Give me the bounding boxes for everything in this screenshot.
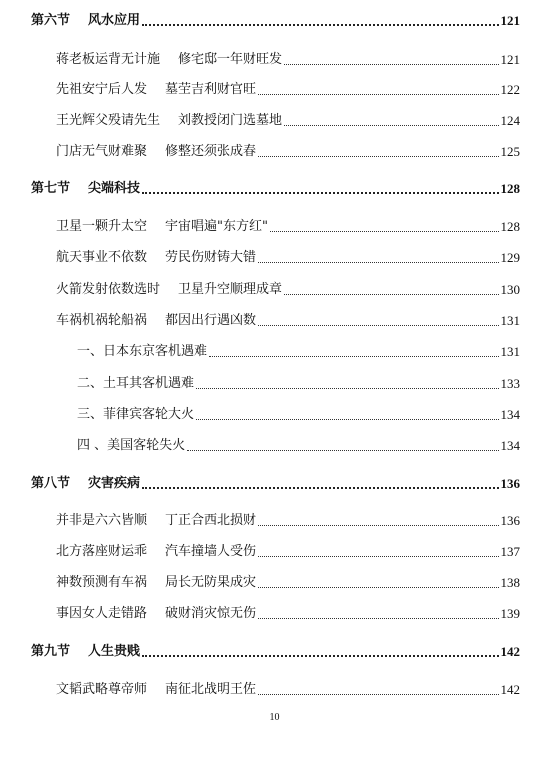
dot-leader <box>258 262 498 263</box>
page-ref: 121 <box>500 13 520 28</box>
toc-entry[interactable] <box>56 218 520 236</box>
dot-leader <box>258 156 498 157</box>
page-ref: 134 <box>500 438 520 453</box>
dot-leader <box>270 231 499 232</box>
page-ref: 138 <box>500 575 520 590</box>
dot-leader <box>142 655 498 657</box>
toc-entry[interactable] <box>56 681 520 699</box>
entry-title: 神数预测有车祸 局长无防果成灾 <box>56 575 257 590</box>
dot-leader <box>258 525 498 526</box>
toc-subentry[interactable] <box>77 437 520 455</box>
entry-title: 北方落座财运乖 汽车撞墙人受伤 <box>56 544 257 559</box>
page-ref: 142 <box>500 644 520 659</box>
toc-subentry[interactable] <box>77 406 520 424</box>
dot-leader <box>196 419 498 420</box>
page-ref: 124 <box>500 113 520 128</box>
page-ref: 125 <box>500 144 520 159</box>
toc-entry[interactable] <box>56 543 520 561</box>
dot-leader <box>258 694 498 695</box>
dot-leader <box>196 388 498 389</box>
page-ref: 130 <box>500 282 520 297</box>
entry-title: 火箭发射依数选时 卫星升空顺理成章 <box>56 282 283 297</box>
dot-leader <box>258 94 498 95</box>
dot-leader <box>258 618 498 619</box>
page-number: 10 <box>269 712 280 723</box>
entry-title: 并非是六六皆顺 丁正合西北损财 <box>56 513 257 528</box>
page-ref: 131 <box>500 313 520 328</box>
dot-leader <box>142 487 498 489</box>
dot-leader <box>284 64 498 65</box>
toc-entry[interactable] <box>56 81 520 99</box>
dot-leader <box>258 325 498 326</box>
entry-title: 卫星一颗升太空 宇宙唱遍"东方红" <box>56 219 268 234</box>
toc-entry[interactable] <box>56 574 520 592</box>
entry-title: 文韬武略尊帝师 南征北战明王佐 <box>56 682 257 697</box>
dot-leader <box>187 450 498 451</box>
toc-section[interactable] <box>31 475 520 493</box>
page-ref: 137 <box>500 544 520 559</box>
page-ref: 134 <box>500 407 520 422</box>
page-ref: 129 <box>500 250 520 265</box>
dot-leader <box>142 24 498 26</box>
entry-title: 门店无气财难聚 修整还须张成春 <box>56 144 257 159</box>
subentry-title: 三、菲律宾客轮大火 <box>77 407 195 422</box>
page-ref: 136 <box>500 513 520 528</box>
toc-entry[interactable] <box>56 312 520 330</box>
dot-leader <box>258 587 498 588</box>
page-ref: 131 <box>500 344 520 359</box>
toc-entry[interactable] <box>56 143 520 161</box>
toc-entry[interactable] <box>56 112 520 130</box>
dot-leader <box>258 556 498 557</box>
section-title: 第六节 风水应用 <box>31 13 141 28</box>
page-ref: 142 <box>500 682 520 697</box>
section-title: 第七节 尖端科技 <box>31 181 141 196</box>
dot-leader <box>142 192 498 194</box>
page-ref: 128 <box>500 219 520 234</box>
entry-title: 航天事业不依数 劳民伤财铸大错 <box>56 250 257 265</box>
entry-title: 车祸机祸轮船祸 都因出行遇凶数 <box>56 313 257 328</box>
entry-title: 事因女人走错路 破财消灾惊无伤 <box>56 606 257 621</box>
page-ref: 136 <box>500 476 520 491</box>
toc-entry[interactable] <box>56 281 520 299</box>
toc-entry[interactable] <box>56 249 520 267</box>
toc-subentry[interactable] <box>77 375 520 393</box>
dot-leader <box>209 356 498 357</box>
toc-entry[interactable] <box>56 605 520 623</box>
page-ref: 128 <box>500 181 520 196</box>
subentry-title: 一、日本东京客机遇难 <box>77 344 208 359</box>
toc-entry[interactable] <box>56 51 520 69</box>
page-ref: 139 <box>500 606 520 621</box>
page-ref: 122 <box>500 82 520 97</box>
dot-leader <box>284 125 498 126</box>
entry-title: 蒋老板运背无计施 修宅邸一年财旺发 <box>56 52 283 67</box>
toc-section[interactable] <box>31 643 520 661</box>
page-ref: 121 <box>500 52 520 67</box>
section-title: 第八节 灾害疾病 <box>31 476 141 491</box>
subentry-title: 二、土耳其客机遇难 <box>77 376 195 391</box>
toc-section[interactable] <box>31 180 520 198</box>
dot-leader <box>284 294 498 295</box>
toc-entry[interactable] <box>56 512 520 530</box>
entry-title: 先祖安宁后人发 墓茔吉利财官旺 <box>56 82 257 97</box>
toc-subentry[interactable] <box>77 343 520 361</box>
subentry-title: 四 、美国客轮失火 <box>77 438 186 453</box>
page-ref: 133 <box>500 376 520 391</box>
toc-section[interactable] <box>31 12 520 30</box>
entry-title: 王光辉父殁请先生 刘教授闭门选墓地 <box>56 113 283 128</box>
section-title: 第九节 人生贵贱 <box>31 644 141 659</box>
